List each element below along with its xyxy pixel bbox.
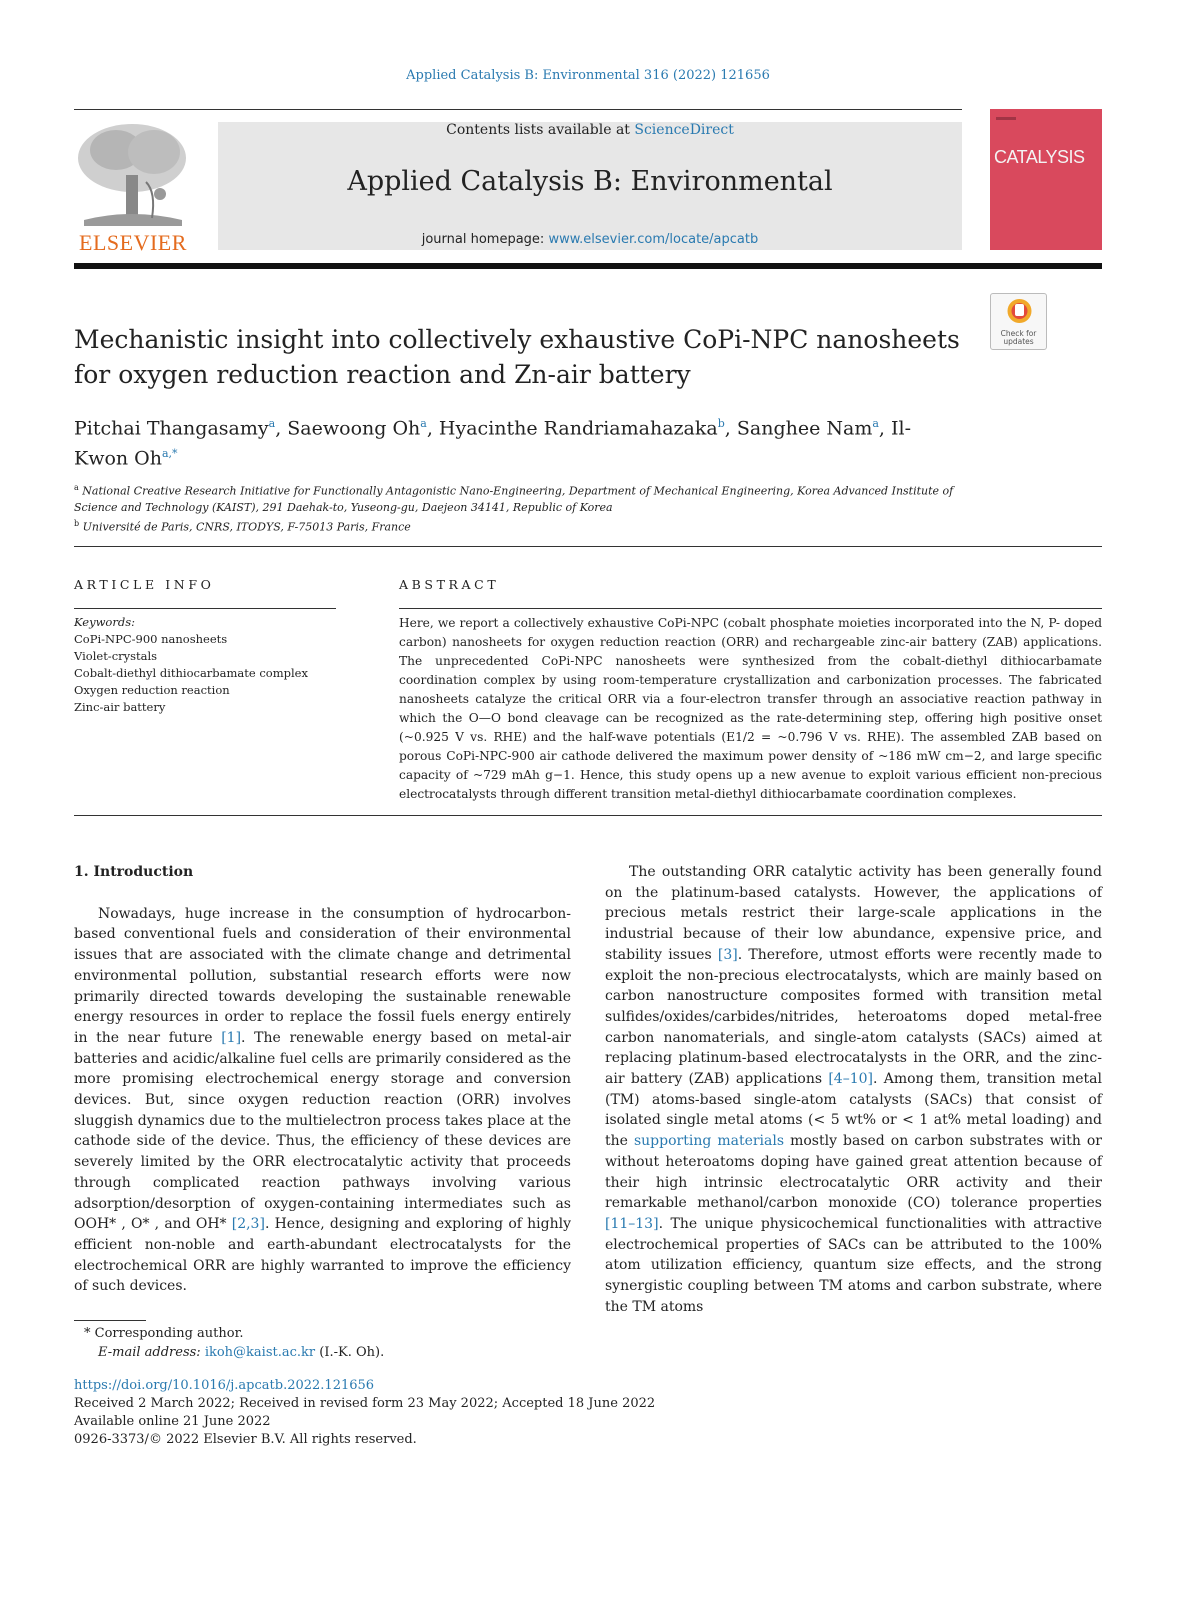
author-affiliation-mark[interactable]: a (872, 417, 879, 430)
author-affiliation-mark[interactable]: a (420, 417, 427, 430)
homepage-line: journal homepage: www.elsevier.com/locate/apcatb (421, 232, 759, 247)
keyword-item: Zinc-air battery (74, 700, 166, 714)
intro-paragraph: Nowadays, huge increase in the consumption of hydrocarbon-based conventional fuels and consideration of their environmental issues that are associated with the climate change and detrimental environmental pollution, substantial research efforts were now primarily directed towards developing the sustainable renewable energy resources in order to replace the fossil fuels energy entirely in the near future [1]. The renewable energy based on metal-air batteries and acidic/alkaline fuel cells are primarily considered as the more promising electrochemical energy storage and conversion devices. But, since oxygen reduction reaction (ORR) involves sluggish dynamics due to the multielectron process takes place at the cathode side of the device. Thus, the efficiency of these devices are severely limited by the ORR electrocatalytic activity that proceeds through complicated reaction pathways involving various adsorption/desorption of oxygen-containing intermediates such as OOH* , O* , and OH* [2,3]. Hence, designing and exploring of highly efficient non-noble and earth-abundant electrocatalysts for the electrochemical ORR are highly warranted to improve the efficiency of such devices. (74, 905, 571, 1295)
doi-link[interactable]: https://doi.org/10.1016/j.apcatb.2022.121656 (74, 1378, 375, 1393)
affiliation-rule (74, 546, 1102, 547)
affiliation-b: $^b$ Université de Paris, CNRS, ITODYS, F-75013 Paris, France (74, 518, 411, 534)
available-online: Available online 21 June 2022 (74, 1414, 271, 1429)
author-affiliation-mark[interactable]: a,* (162, 447, 178, 461)
author-affiliation-mark[interactable]: b (717, 417, 725, 430)
keyword-item: CoPi-NPC-900 nanosheets (74, 632, 228, 646)
email-line: E-mail address: ikoh@kaist.ac.kr (I.-K. Oh). (98, 1345, 385, 1360)
intro-paragraph: The outstanding ORR catalytic activity has been generally found on the platinum-based catalysts. However, the applications of precious metals restrict their large-scale applications in the industrial because of their low abundance, expensive price, and stability issues [3]. Therefore, utmost efforts were recently made to exploit the non-precious electrocatalysts, which are mainly based on carbon nanostructure composites formed with transition metal sulfides/oxides/carbides/nitrides, heteroatoms doped metal-free carbon nanomaterials, and single-atom catalysts (SACs) aimed at replacing platinum-based electrocatalysts in the ORR, and the zinc-air battery (ZAB) applications [4–10]. Among them, transition metal (TM) atoms-based single-atom catalysts (SACs) that consist of isolated single metal atoms (< 5 wt% or < 1 at% metal loading) and the supporting materials mostly based on carbon substrates with or without heteroatoms doping have gained great attention because of their high intrinsic electrocatalytic ORR activity and their remarkable methanol/carbon monoxide (CO) tolerance properties [11–13]. The unique physicochemical functionalities with attractive electrochemical properties of SACs can be attributed to the 100% atom utilization efficiency, quantum size effects, and the strong synergistic coupling between TM atoms and carbon substrate, where the TM atoms (605, 864, 1102, 1315)
abstract-label: ABSTRACT (399, 577, 500, 592)
article-info-rule (74, 608, 336, 609)
author-affiliation-mark[interactable]: a (268, 417, 276, 430)
journal-name: Applied Catalysis B: Environmental (347, 166, 833, 197)
cover-decoration (996, 117, 1016, 120)
reference-link[interactable]: [3] (717, 946, 738, 963)
abstract-bottom-rule (74, 815, 1102, 816)
reference-link[interactable]: [4–10] (828, 1071, 873, 1088)
keyword-item: Violet-crystals (74, 649, 158, 663)
reference-link[interactable]: [11–13] (605, 1215, 659, 1232)
affiliation-a: $^a$ National Creative Research Initiative for Functionally Antagonistic Nano-Engineering, Department of Mechanical Engineering, Korea Advanced Institute of Science and Technology (KAIST), 291 Daehak-to, Yuseong-gu, Daejeon 34141, Republic of Korea (74, 483, 954, 514)
journal-banner (218, 122, 962, 250)
supporting-materials-link[interactable]: supporting materials (633, 1133, 785, 1150)
article-info-label: ARTICLE INFO (74, 577, 215, 592)
footnote-rule (74, 1320, 146, 1321)
author-name: Il-Kwon Oh (74, 417, 912, 470)
keyword-item: Oxygen reduction reaction (74, 683, 230, 697)
journal-citation-link[interactable]: Applied Catalysis B: Environmental 316 (2022) 121656 (406, 68, 770, 83)
body-column-left (74, 862, 571, 1297)
copyright: 0926-3373/© 2022 Elsevier B.V. All rights reserved. (74, 1432, 417, 1447)
body-column-right (605, 862, 1102, 1317)
abstract-rule (399, 608, 1102, 609)
sciencedirect-link[interactable]: ScienceDirect (634, 122, 734, 138)
affiliations (74, 480, 974, 535)
keywords-label: Keywords: (74, 615, 135, 629)
publication-info (74, 1377, 655, 1449)
author-list: Pitchai Thangasamy$^a$, Saewoong Oh$^a$, Hyacinthe Randriamahazaka$^b$, Sanghee Nam$^a$, Il-Kwon $Oh^{a,*}$ (74, 417, 912, 470)
corresponding-author-note: * Corresponding author. (84, 1326, 244, 1341)
check-for-updates-badge[interactable] (990, 293, 1047, 350)
header-thick-rule (74, 263, 1102, 269)
abstract-text: Here, we report a collectively exhaustive CoPi-NPC (cobalt phosphate moieties incorporated into the N, P- doped carbon) nanosheets for oxygen reduction reaction (ORR) and rechargeable zinc-air battery (ZAB) applications. The unprecedented CoPi-NPC nanosheets were synthesized from the cobalt-diethyl dithiocarbamate coordination complex by using room-temperature crystallization and carbonization processes. The fabricated nanosheets catalyze the critical ORR via a four-electron transfer through an associative reaction pathway in which the O—O bond cleavage can be recognized as the rate-determining step, offering high positive onset (~0.925 V vs. RHE) and the half-wave potentials (E1/2 = ~0.796 V vs. RHE). The assembled ZAB based on porous CoPi-NPC-900 air cathode delivered the maximum power density of ~186 mW cm−2, and large specific capacity of ~729 mAh g−1. Hence, this study opens up a new avenue to exploit various efficient non-precious electrocatalysts through different transition metal-diethyl dithiocarbamate coordination complexes. (399, 616, 1102, 801)
keyword-item: Cobalt-diethyl dithiocarbamate complex (74, 666, 308, 680)
email-link[interactable]: ikoh@kaist.ac.kr (204, 1345, 316, 1360)
author-name: Hyacinthe Randriamahazaka (438, 417, 718, 440)
check-updates-label: Check for updates (1000, 329, 1037, 346)
journal-cover-thumbnail[interactable] (990, 109, 1102, 250)
reference-link[interactable]: [1] (221, 1029, 242, 1046)
corresponding-footnote (84, 1324, 384, 1362)
author-name: Sanghee Nam (736, 417, 873, 440)
header-rule (74, 109, 962, 110)
cover-title: CATALYSIS (994, 147, 1085, 167)
keywords-block (74, 614, 336, 716)
author-name: Pitchai Thangasamy (74, 417, 269, 440)
author-name: Saewoong Oh (287, 417, 421, 440)
article-title: Mechanistic insight into collectively exhaustive CoPi-NPC nanosheets for oxygen reduction reaction and Zn-air battery (74, 325, 960, 389)
received-dates: Received 2 March 2022; Received in revised form 23 May 2022; Accepted 18 June 2022 (74, 1396, 656, 1411)
reference-link[interactable]: [2,3] (231, 1216, 265, 1233)
homepage-link[interactable]: www.elsevier.com/locate/apcatb (548, 232, 759, 247)
contents-line: Contents lists available at ScienceDirect (446, 122, 734, 138)
elsevier-wordmark: ELSEVIER (79, 230, 187, 255)
check-updates-icon (1006, 298, 1033, 327)
section-heading: 1. Introduction (74, 864, 194, 880)
